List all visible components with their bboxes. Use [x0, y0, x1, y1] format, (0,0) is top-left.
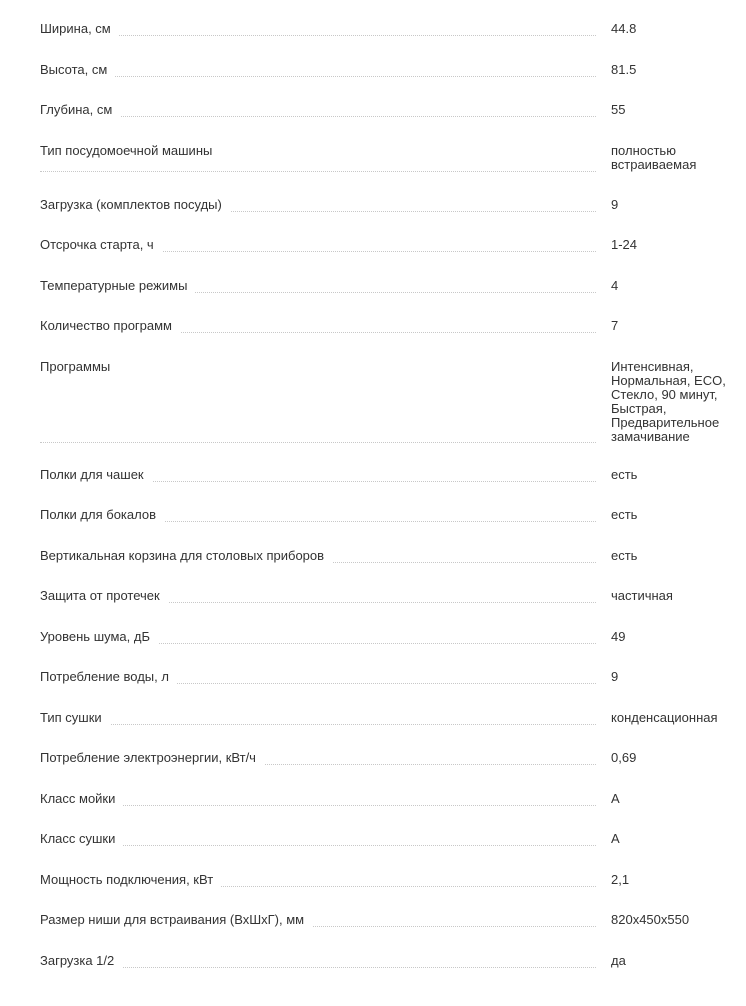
- dotted-leader: [40, 967, 596, 968]
- dotted-leader: [40, 845, 596, 846]
- spec-row-noise-level: [0, 630, 746, 671]
- spec-value: есть: [611, 507, 638, 522]
- spec-row-type: [0, 144, 746, 198]
- spec-label: Количество программ: [40, 319, 180, 333]
- spec-label: Защита от протечек: [40, 589, 168, 603]
- spec-value: 81.5: [611, 61, 637, 77]
- spec-row-power: [0, 873, 746, 914]
- dotted-leader: [40, 171, 596, 172]
- spec-value: 1-24: [611, 237, 638, 252]
- spec-label: Тип посудомоечной машины: [40, 144, 220, 158]
- spec-value: 9: [611, 196, 619, 212]
- spec-row-programs: [0, 360, 746, 468]
- spec-row-capacity: [0, 198, 746, 239]
- spec-row-depth: [0, 103, 746, 144]
- spec-value: Интенсивная, Нормальная, ECO, Стекло, 90 минут, Быстрая, Предварительное замачивание: [611, 358, 726, 444]
- spec-label: Загрузка (комплектов посуды): [40, 198, 230, 212]
- spec-row-temperature-modes: [0, 279, 746, 320]
- spec-label: Глубина, см: [40, 103, 120, 117]
- spec-value: 49: [611, 628, 626, 644]
- spec-row-cup-shelves: [0, 468, 746, 509]
- spec-label: Тип сушки: [40, 711, 110, 725]
- spec-row-drying-type: [0, 711, 746, 752]
- spec-label: Загрузка 1/2: [40, 954, 122, 968]
- spec-label: Класс сушки: [40, 832, 123, 846]
- spec-row-energy-consumption: [0, 751, 746, 792]
- dotted-leader: [40, 116, 596, 117]
- spec-value: есть: [611, 547, 638, 563]
- spec-value: A: [611, 790, 620, 806]
- spec-row-width: [0, 22, 746, 63]
- spec-value: полностью встраиваемая: [611, 142, 697, 172]
- spec-label: Температурные режимы: [40, 279, 195, 293]
- spec-row-half-load: [0, 954, 746, 995]
- spec-label: Ширина, см: [40, 22, 119, 36]
- spec-row-water-consumption: [0, 670, 746, 711]
- spec-label: Потребление электроэнергии, кВт/ч: [40, 751, 264, 765]
- spec-label: Полки для бокалов: [40, 508, 164, 522]
- spec-row-niche-size: [0, 913, 746, 954]
- spec-row-leak-protection: [0, 589, 746, 630]
- spec-row-delay-start: [0, 238, 746, 279]
- spec-label: Класс мойки: [40, 792, 123, 806]
- spec-row-washing-class: [0, 792, 746, 833]
- spec-label: Программы: [40, 360, 118, 374]
- spec-value: 0,69: [611, 750, 637, 765]
- spec-row-program-count: [0, 319, 746, 360]
- dotted-leader: [40, 35, 596, 36]
- spec-row-cutlery-basket: [0, 549, 746, 590]
- spec-value: 44.8: [611, 21, 637, 36]
- spec-value: конденсационная: [611, 709, 718, 725]
- spec-label: Уровень шума, дБ: [40, 630, 158, 644]
- spec-value: 2,1: [611, 871, 630, 887]
- spec-value: частичная: [611, 588, 673, 603]
- spec-value: 4: [611, 277, 619, 293]
- spec-value: 55: [611, 102, 626, 117]
- spec-label: Вертикальная корзина для столовых приборов: [40, 549, 332, 563]
- spec-label: Полки для чашек: [40, 468, 152, 482]
- spec-value: 7: [611, 318, 619, 333]
- spec-label: Высота, см: [40, 63, 115, 77]
- spec-value: A: [611, 831, 620, 846]
- dotted-leader: [40, 76, 596, 77]
- spec-label: Отсрочка старта, ч: [40, 238, 162, 252]
- spec-value: да: [611, 952, 626, 968]
- spec-label: Мощность подключения, кВт: [40, 873, 221, 887]
- spec-label: Размер ниши для встраивания (ВхШхГ), мм: [40, 913, 312, 927]
- spec-row-drying-class: [0, 832, 746, 873]
- dotted-leader: [40, 805, 596, 806]
- spec-value: есть: [611, 466, 638, 482]
- spec-label: Потребление воды, л: [40, 670, 177, 684]
- dotted-leader: [40, 442, 596, 443]
- dotted-leader: [40, 724, 596, 725]
- spec-row-height: [0, 63, 746, 104]
- spec-value: 9: [611, 669, 619, 684]
- spec-row-glass-shelves: [0, 508, 746, 549]
- spec-value: 820x450x550: [611, 912, 690, 927]
